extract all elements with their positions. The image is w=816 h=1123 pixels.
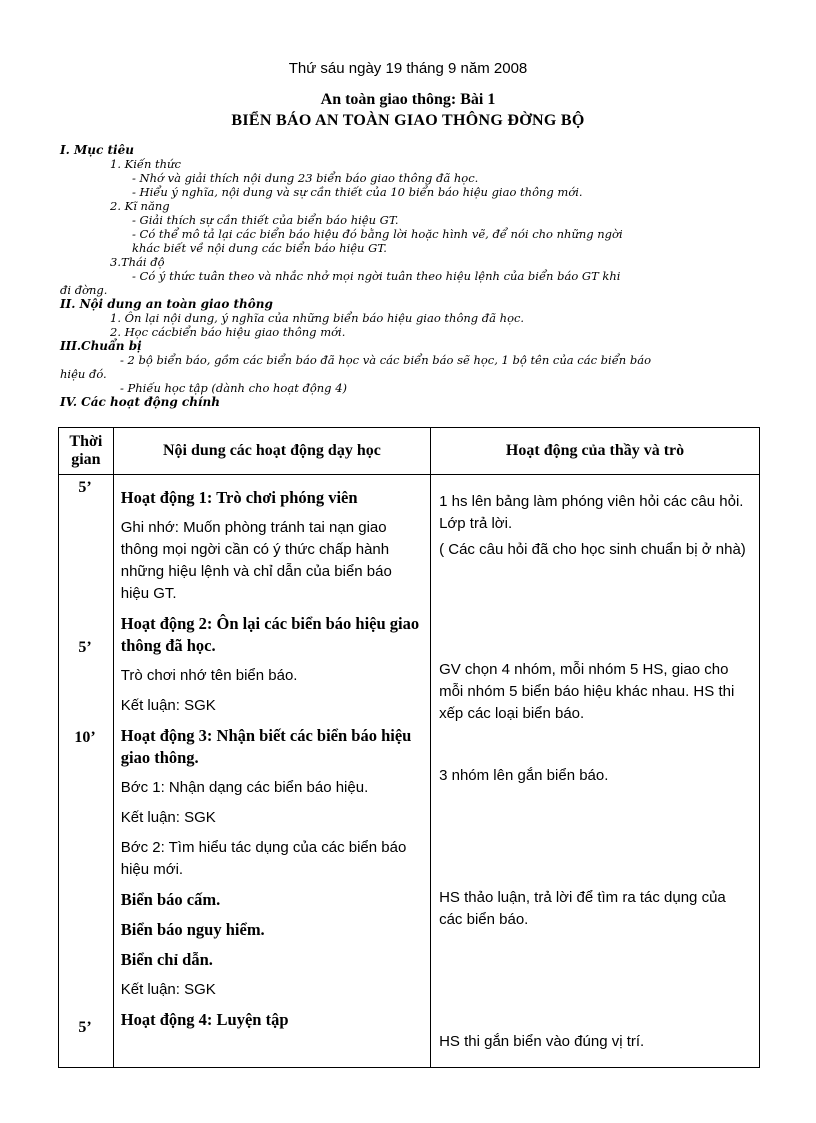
header-time: Thời gian xyxy=(59,428,114,475)
activities-table xyxy=(58,427,760,1068)
activity-4-heading: Hoạt động 4: Luyện tập xyxy=(120,1010,289,1029)
content-item-1: 1. Ôn lại nội dung, ý nghĩa của những biển báo hiệu giao thông đã học. xyxy=(110,311,525,325)
time-activity-3: 10’ xyxy=(74,729,96,746)
section-objectives: I. Mục tiêu xyxy=(60,143,134,157)
activity-3-teacher-student: 3 nhóm lên gắn biển báo. xyxy=(439,767,609,784)
content-item-2: 2. Học cácbiển báo hiệu giao thông mới. xyxy=(110,325,346,339)
sign-type-guide: Biển chỉ dẫn. xyxy=(120,950,213,969)
objective-skills-c: khác biết về nội dung các biển báo hiệu GT. xyxy=(132,241,387,255)
activity-2-conclusion: Kết luận: SGK xyxy=(120,697,216,714)
section-preparation: III.Chuẩn bị xyxy=(60,339,142,353)
activity-2-teacher-student: GV chọn 4 nhóm, mỗi nhóm 5 HS, giao cho mỗi nhóm 5 biển báo hiệu khác nhau. HS thi xếp các loại biển báo. xyxy=(439,661,735,722)
preparation-item-2: - Phiếu học tập (dành cho hoạt động 4) xyxy=(120,381,347,395)
header-activity: Hoạt động của thầy và trò xyxy=(431,428,760,475)
activity-1-note: Ghi nhớ: Muốn phòng tránh tai nạn giao thông mọi ngời cần có ý thức chấp hành những hiệu lệnh và chỉ dẫn của biển báo hiệu GT. xyxy=(120,519,392,602)
table-header-row xyxy=(59,428,760,475)
time-activity-4: 5’ xyxy=(78,1019,92,1036)
sign-type-danger: Biển báo nguy hiểm. xyxy=(120,920,265,939)
lesson-outline xyxy=(60,143,760,409)
activity-3-conclusion-2: Kết luận: SGK xyxy=(120,981,216,998)
activity-2-heading: Hoạt động 2: Ôn lại các biển báo hiệu giao thông đã học. xyxy=(120,614,420,655)
table-row xyxy=(59,475,760,1068)
lesson-date: Thứ sáu ngày 19 tháng 9 năm 2008 xyxy=(288,60,528,77)
objective-skills-b: - Có thể mô tả lại các biển báo hiệu đó bằng lời hoặc hình vẽ, để nói cho những ngời xyxy=(132,227,623,241)
objective-knowledge-title: 1. Kiến thức xyxy=(110,157,181,171)
activity-3-conclusion-1: Kết luận: SGK xyxy=(120,809,216,826)
activity-4-teacher-student: HS thi gắn biển vào đúng vị trí. xyxy=(439,1033,645,1050)
lesson-title: BIỂN BÁO AN TOÀN GIAO THÔNG ĐỜNG BỘ xyxy=(231,112,585,129)
time-activity-2: 5’ xyxy=(78,639,92,656)
content-column xyxy=(113,475,430,1068)
section-content: II. Nội dung an toàn giao thông xyxy=(60,297,273,311)
activity-3-discussion: HS thảo luận, trả lời để tìm ra tác dụng của các biển báo. xyxy=(439,889,726,928)
objective-attitude-a: - Có ý thức tuân theo và nhắc nhở mọi ngời tuân theo hiệu lệnh của biển báo GT khi xyxy=(132,269,621,283)
activity-3-heading: Hoạt động 3: Nhận biết các biển báo hiệu giao thông. xyxy=(120,726,412,767)
objective-attitude-title: 3.Thái độ xyxy=(110,255,165,269)
time-column xyxy=(59,475,114,1068)
activity-1-extra: ( Các câu hỏi đã cho học sinh chuẩn bị ở nhà) xyxy=(439,541,746,558)
objective-skills-title: 2. Kĩ năng xyxy=(110,199,170,213)
objective-knowledge-b: - Hiểu ý nghĩa, nội dung và sự cần thiết của 10 biển báo hiệu giao thông mới. xyxy=(132,185,583,199)
activity-1-heading: Hoạt động 1: Trò chơi phóng viên xyxy=(120,488,358,507)
section-activities: IV. Các hoạt động chính xyxy=(60,395,220,409)
preparation-item-1: - 2 bộ biển báo, gồm các biển báo đã học và các biển báo sẽ học, 1 bộ tên của các biển báo xyxy=(120,353,651,367)
time-activity-1: 5’ xyxy=(78,479,92,496)
activity-1-teacher-student: 1 hs lên bảng làm phóng viên hỏi các câu hỏi. Lớp trả lời. xyxy=(439,493,744,532)
sign-type-prohibition: Biển báo cấm. xyxy=(120,890,221,909)
objective-skills-a: - Giải thích sự cần thiết của biển báo hiệu GT. xyxy=(132,213,399,227)
activity-3-step-2: Bớc 2: Tìm hiểu tác dụng của các biển báo hiệu mới. xyxy=(120,839,407,878)
subject-title: An toàn giao thông: Bài 1 xyxy=(320,91,496,108)
objective-attitude-b: đi đờng. xyxy=(60,283,108,297)
activity-2-game: Trò chơi nhớ tên biển báo. xyxy=(120,667,298,684)
header-content: Nội dung các hoạt động dạy học xyxy=(113,428,430,475)
objective-knowledge-a: - Nhớ và giải thích nội dung 23 biển báo giao thông đã học. xyxy=(132,171,479,185)
activity-3-step-1: Bớc 1: Nhận dạng các biển báo hiệu. xyxy=(120,779,369,796)
preparation-item-1-cont: hiệu đó. xyxy=(60,367,107,381)
activity-column xyxy=(431,475,760,1068)
